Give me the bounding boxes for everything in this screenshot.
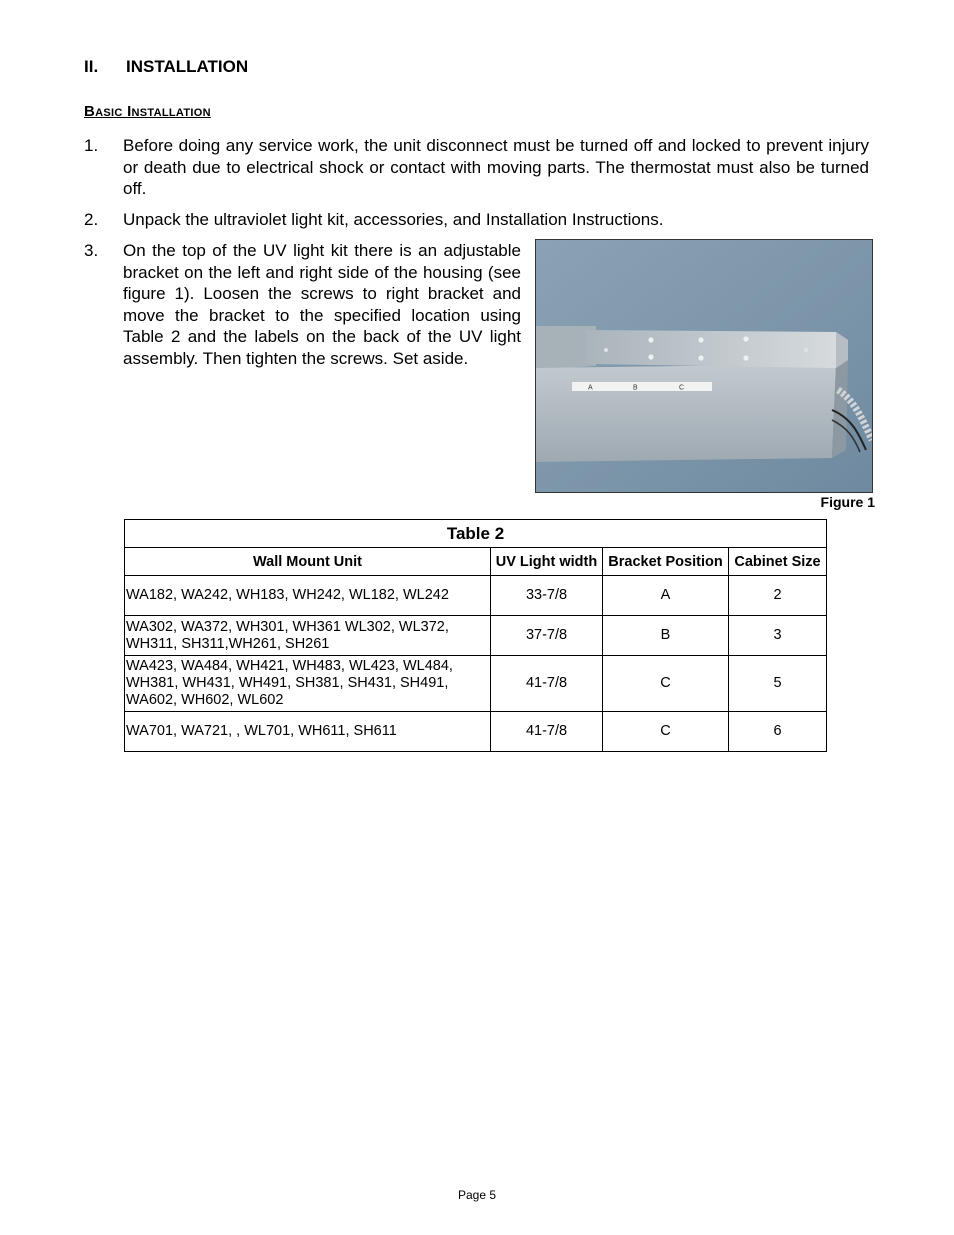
section-title: INSTALLATION (126, 57, 249, 76)
label-strip (572, 382, 712, 391)
uv-light-kit-photo (535, 239, 873, 493)
table-row (125, 712, 827, 752)
step-text: Unpack the ultraviolet light kit, accessories, and Installation Instructions. (123, 210, 664, 229)
cell-cabinet: 6 (729, 712, 827, 752)
screw (648, 354, 653, 359)
cell-bracket: B (603, 616, 729, 656)
step-marker: 3. (84, 241, 99, 260)
cell-width: 41-7/8 (491, 712, 603, 752)
cell-width: 41-7/8 (491, 656, 603, 712)
cell-bracket: C (603, 712, 729, 752)
table-row (125, 616, 827, 656)
screw (743, 355, 748, 360)
label-letter-a: A (588, 384, 593, 392)
step-text: On the top of the UV light kit there is an adjustable bracket on the left and right side of the housing (see figure 1). Loosen the screws to right bracket and move the bracket to the specified location using Table 2 and the labels on the back of the UV light assembly. Then tighten the screws. Set aside. (123, 241, 521, 368)
screw (648, 337, 653, 342)
page-number: Page 5 (457, 1188, 497, 1202)
screw (604, 348, 608, 352)
table-row (125, 576, 827, 616)
screw (698, 355, 703, 360)
column-header-cabinet-size: Cabinet Size (729, 548, 827, 576)
screw (743, 336, 748, 341)
cell-models: WA423, WA484, WH421, WH483, WL423, WL484, WH381, WH431, WH491, SH381, SH431, SH491, WA602, WH602, WL602 (125, 656, 491, 712)
table-row (125, 656, 827, 712)
label-letter-c: C (679, 384, 685, 392)
cell-models: WA182, WA242, WH183, WH242, WL182, WL242 (125, 576, 491, 616)
cell-bracket: A (603, 576, 729, 616)
bracket-position-table (124, 519, 827, 752)
cell-models: WA302, WA372, WH301, WH361 WL302, WL372, WH311, SH311,WH261, SH261 (125, 616, 491, 656)
cell-cabinet: 2 (729, 576, 827, 616)
subsection-heading: Basic Installation (84, 103, 211, 120)
label-letter-b: B (633, 384, 638, 392)
column-header-wall-mount-unit: Wall Mount Unit (125, 548, 491, 576)
section-heading (84, 57, 248, 77)
cell-cabinet: 3 (729, 616, 827, 656)
table-header-row (125, 548, 827, 576)
section-number: II. (84, 57, 99, 76)
step-marker: 2. (84, 210, 99, 229)
column-header-bracket-position: Bracket Position (603, 548, 729, 576)
housing-body (536, 364, 836, 462)
column-header-uv-light-width: UV Light width (491, 548, 603, 576)
cell-models: WA701, WA721, , WL701, WH611, SH611 (125, 712, 491, 752)
cell-width: 33-7/8 (491, 576, 603, 616)
cell-cabinet: 5 (729, 656, 827, 712)
bracket-top (586, 330, 848, 368)
screw (698, 337, 703, 342)
cell-width: 37-7/8 (491, 616, 603, 656)
step-marker: 1. (84, 136, 99, 155)
table-caption-row (125, 520, 827, 548)
table-caption: Table 2 (125, 520, 827, 548)
figure-caption: Figure 1 (820, 494, 875, 510)
screw (804, 348, 808, 352)
step-text: Before doing any service work, the unit disconnect must be turned off and locked to prevent injury or death due to electrical shock or contact with moving parts. The thermostat must also be turned off. (123, 136, 869, 198)
cell-bracket: C (603, 656, 729, 712)
